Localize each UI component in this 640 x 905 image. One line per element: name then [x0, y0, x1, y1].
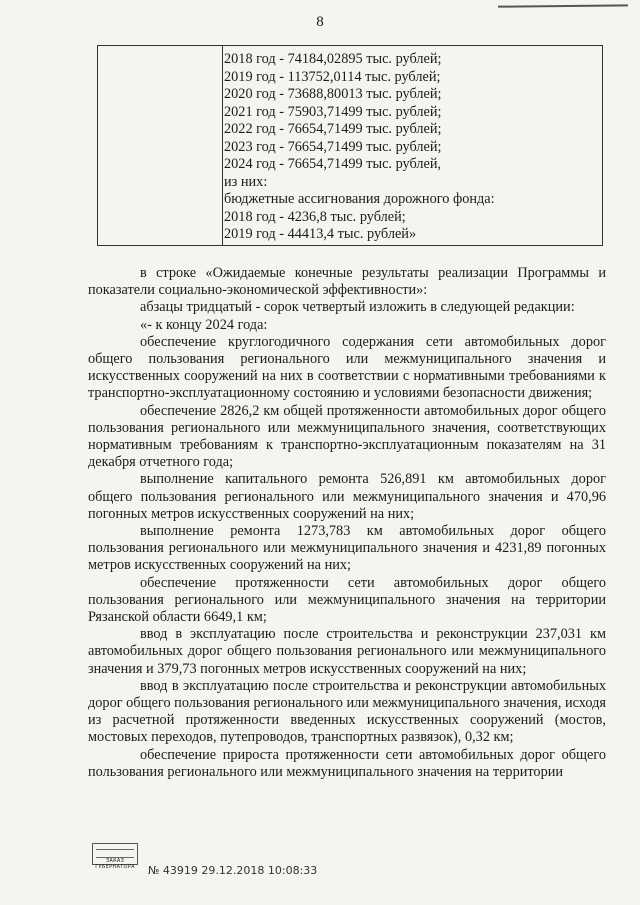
seal-band: [96, 849, 134, 858]
funding-line: 2024 год - 76654,71499 тыс. рублей,: [224, 156, 442, 172]
paragraph: обеспечение протяженности сети автомобильных дорог общего пользования регионального или межмуниципального значения на территории Рязанской области 6649,1 км;: [88, 574, 606, 626]
registration-stamp: № 43919 29.12.2018 10:08:33: [148, 864, 318, 877]
scan-edge-mark: [498, 4, 628, 7]
paragraph: «- к концу 2024 года:: [140, 316, 268, 333]
paragraph: ввод в эксплуатацию после строительства и реконструкции 237,031 км автомобильных дорог общего пользования регионального или межмуниципального значения и 379,73 погонных метров искусственных сооружений на них;: [88, 626, 606, 677]
paragraph: абзацы тридцатый - сорок четвертый изложить в следующей редакции:: [140, 299, 575, 316]
funding-table: [97, 45, 603, 246]
funding-line: 2018 год - 74184,02895 тыс. рублей;: [224, 51, 442, 67]
paragraph: выполнение капитального ремонта 526,891 км автомобильных дорог общего пользования регионального или межмуниципального значения и 470,96 погонных метров искусственных сооружений на них;: [88, 471, 606, 522]
page-number: 8: [316, 14, 324, 30]
funding-line: 2019 год - 44413,4 тыс. рублей»: [224, 226, 417, 242]
seal-icon: [92, 843, 138, 870]
paragraph: в строке «Ожидаемые конечные результаты реализации Программы и показатели социально-экономической эффективности»:: [88, 265, 606, 299]
paragraph: обеспечение круглогодичного содержания сети автомобильных дорог общего пользования регионального или межмуниципального значения и искусственных сооружений на них в соответствии с нормативными требованиями к транспортно-эксплуатационному состоянию и условиями безопасности движения;: [88, 333, 606, 402]
paragraph: обеспечение 2826,2 км общей протяженности автомобильных дорог общего пользования регионального или межмуниципального значения, соответствующих нормативным требованиям к транспортно-эксплуатационным показателям на 31 декабря отчетного года;: [88, 402, 606, 471]
funding-line: 2023 год - 76654,71499 тыс. рублей;: [224, 138, 442, 155]
document-body: [88, 265, 606, 781]
funding-line: 2018 год - 4236,8 тыс. рублей;: [224, 208, 406, 225]
funding-table-right-cell: [222, 51, 598, 244]
seal-text: ЗАКАЗ ГУБЕРНАТОРА: [95, 858, 135, 870]
funding-line: из них:: [224, 173, 268, 190]
funding-line: бюджетные ассигнования дорожного фонда:: [224, 191, 495, 207]
paragraph: выполнение ремонта 1273,783 км автомобильных дорог общего пользования регионального или межмуниципального значения и 4231,89 погонных метров искусственных сооружений на них;: [88, 523, 606, 574]
paragraph: ввод в эксплуатацию после строительства и реконструкции автомобильных дорог общего пользования регионального или межмуниципального значения, исходя из расчетной протяженности введенных искусственных сооружений (мостов, мостовых переходов, путепроводов, транспортных развязок), 0,32 км;: [88, 677, 606, 746]
funding-line: 2020 год - 73688,80013 тыс. рублей;: [224, 86, 442, 102]
funding-table-left-cell: [98, 46, 223, 245]
paragraph: обеспечение прироста протяженности сети автомобильных дорог общего пользования регионального или межмуниципального значения на территории: [88, 746, 606, 780]
funding-line: 2019 год - 113752,0114 тыс. рублей;: [224, 68, 441, 85]
funding-line: 2021 год - 75903,71499 тыс. рублей;: [224, 103, 442, 120]
funding-line: 2022 год - 76654,71499 тыс. рублей;: [224, 121, 442, 137]
